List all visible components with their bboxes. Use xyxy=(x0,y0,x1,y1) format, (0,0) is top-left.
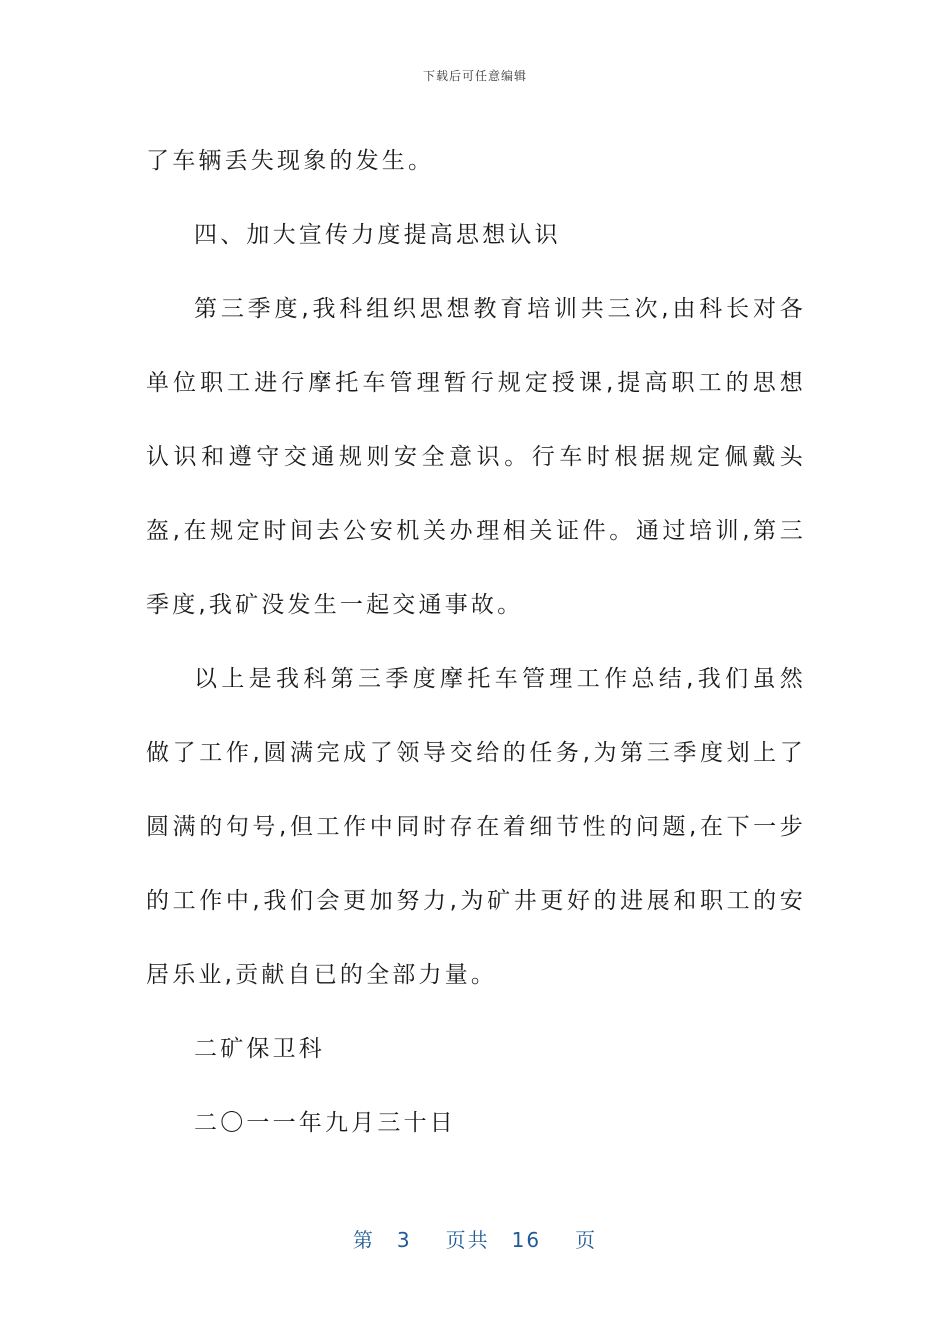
page-prefix: 第 xyxy=(352,1228,375,1252)
section-heading: 四、加大宣传力度提高思想认识 xyxy=(194,222,561,248)
signature-department: 二矿保卫科 xyxy=(194,1036,325,1062)
page-footer xyxy=(0,1224,950,1253)
page-mid: 页共 xyxy=(445,1228,490,1252)
paragraph-continuation: 了车辆丢失现象的发生。 xyxy=(146,148,435,174)
paragraph-summary: 以上是我科第三季度摩托车管理工作总结,我们虽然做了工作,圆满完成了领导交给的任务,为第三季度划上了圆满的句号,但工作中同时存在着细节性的问题,在下一步的工作中,我们会更加努力,为矿井更好的进展和职工的安居乐业,贡献自已的全部力量。 xyxy=(146,666,806,988)
document-body xyxy=(146,124,806,1160)
signature-date: 二〇一一年九月三十日 xyxy=(194,1110,456,1136)
total-pages-number: 16 xyxy=(511,1228,542,1252)
page-suffix: 页 xyxy=(575,1228,598,1252)
paragraph-training: 第三季度,我科组织思想教育培训共三次,由科长对各单位职工进行摩托车管理暂行规定授课,提高职工的思想认识和遵守交通规则安全意识。行车时根据规定佩戴头盔,在规定时间去公安机关办理相关证件。通过培训,第三季度,我矿没发生一起交通事故。 xyxy=(146,296,806,618)
header-note: 下载后可任意编辑 xyxy=(422,69,527,83)
current-page-number: 3 xyxy=(396,1228,412,1252)
